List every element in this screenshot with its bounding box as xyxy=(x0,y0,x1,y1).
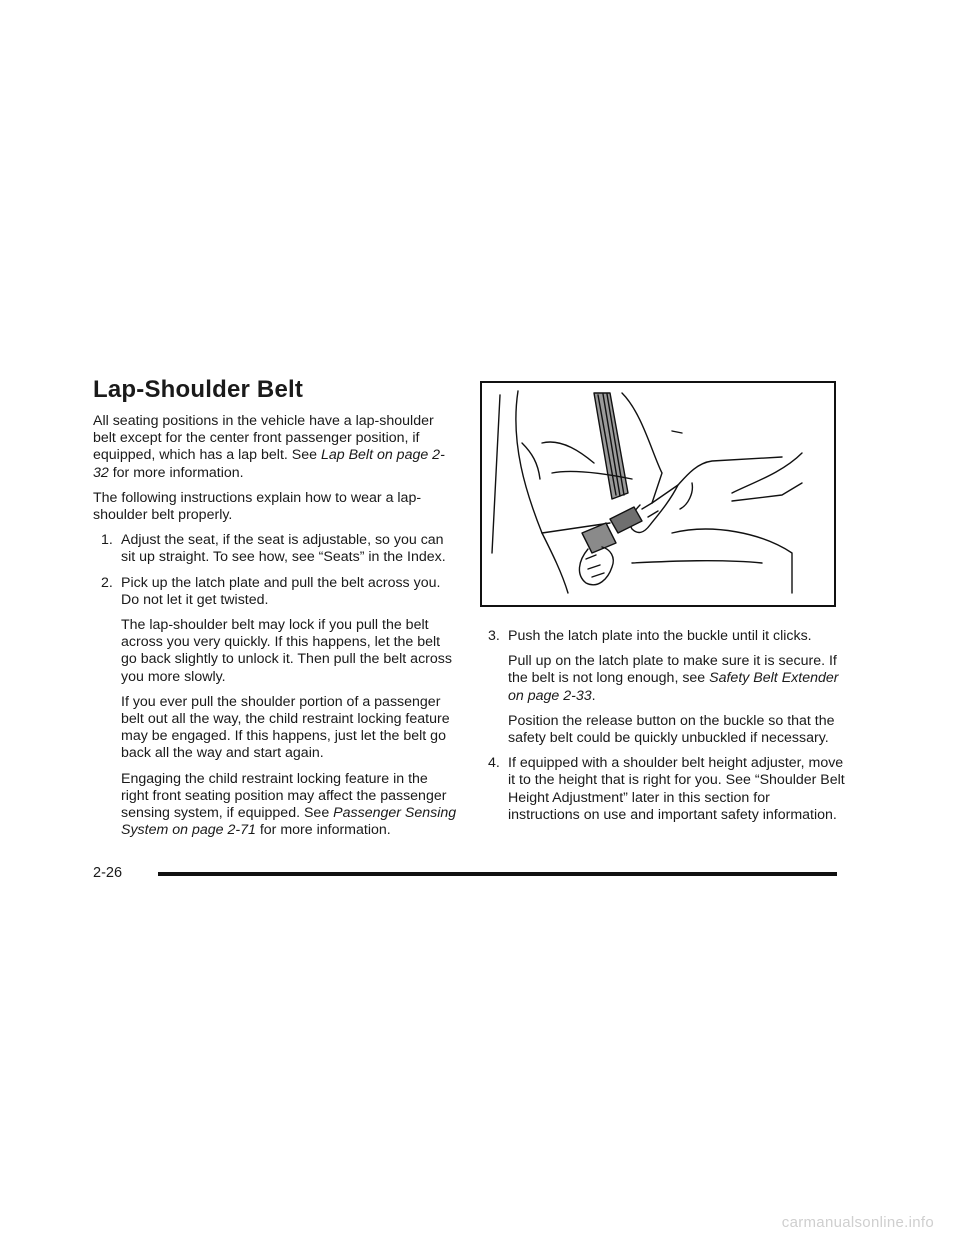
step-text: Pick up the latch plate and pull the belt across you. Do not let it get twisted. xyxy=(121,574,441,608)
page-number: 2-26 xyxy=(93,865,123,881)
buckling-belt-icon xyxy=(482,383,834,605)
step-2-note-1: The lap-shoulder belt may lock if you pull the belt across you very quickly. If this happens, let the belt go back slightly to unlock it. Then pull the belt across you more slowly. xyxy=(121,617,452,685)
step-text: Adjust the seat, if the seat is adjustable, so you can sit up straight. To see how, see “Seats” in the Index. xyxy=(121,532,446,566)
footer-rule xyxy=(158,872,837,876)
step-2-note-2: If you ever pull the shoulder portion of a passenger belt out all the way, the child restraint locking feature may be engaged. If this happens, just let the belt go back all the way and start again. xyxy=(121,693,450,762)
step-number: 4. xyxy=(488,755,500,772)
right-column xyxy=(480,628,845,832)
step-3 xyxy=(480,628,845,645)
step-3-note-2: Position the release button on the buckle so that the safety belt could be quickly unbuckled if necessary. xyxy=(508,712,835,747)
step-number: 2. xyxy=(101,574,113,591)
step-number: 1. xyxy=(101,532,113,549)
step-number: 3. xyxy=(488,628,500,644)
belt-illustration xyxy=(480,381,836,607)
instructions-intro: The following instructions explain how to wear a lap-shoulder belt properly. xyxy=(93,489,422,524)
step-2 xyxy=(93,575,458,609)
belt-extender-reference: Safety Belt Extender on page 2-33 xyxy=(508,670,839,704)
steps-list xyxy=(93,532,458,839)
left-column xyxy=(93,413,458,847)
step-1 xyxy=(93,532,458,566)
passenger-sensing-reference: Passenger Sensing System on page 2-71 xyxy=(121,805,457,839)
step-text: If equipped with a shoulder belt height adjuster, move it to the height that is right for you. See “Shoulder Belt Height Adjustment” later in this section for instructions on use and important safety information. xyxy=(508,755,845,823)
step-3-note-1: Pull up on the latch plate to make sure it is secure. If the belt is not long enough, see Safety Belt Extender on page 2-33. xyxy=(508,653,839,704)
step-4 xyxy=(480,755,845,824)
step-2-note-3: Engaging the child restraint locking feature in the right front seating position may affect the passenger sensing system, if equipped. See Passenger Sensing System on page 2-71 for more information. xyxy=(121,770,457,839)
section-heading: Lap-Shoulder Belt xyxy=(93,376,304,403)
lap-belt-reference: Lap Belt on page 2-32 xyxy=(93,447,445,481)
steps-list-continued xyxy=(480,628,845,824)
watermark: carmanualsonline.info xyxy=(781,1214,934,1231)
intro-paragraph: All seating positions in the vehicle have a lap-shoulder belt except for the center front passenger position, if equipped, which has a lap belt. See Lap Belt on page 2-32 for more information. xyxy=(93,413,445,481)
step-text: Push the latch plate into the buckle until it clicks. xyxy=(508,628,812,644)
